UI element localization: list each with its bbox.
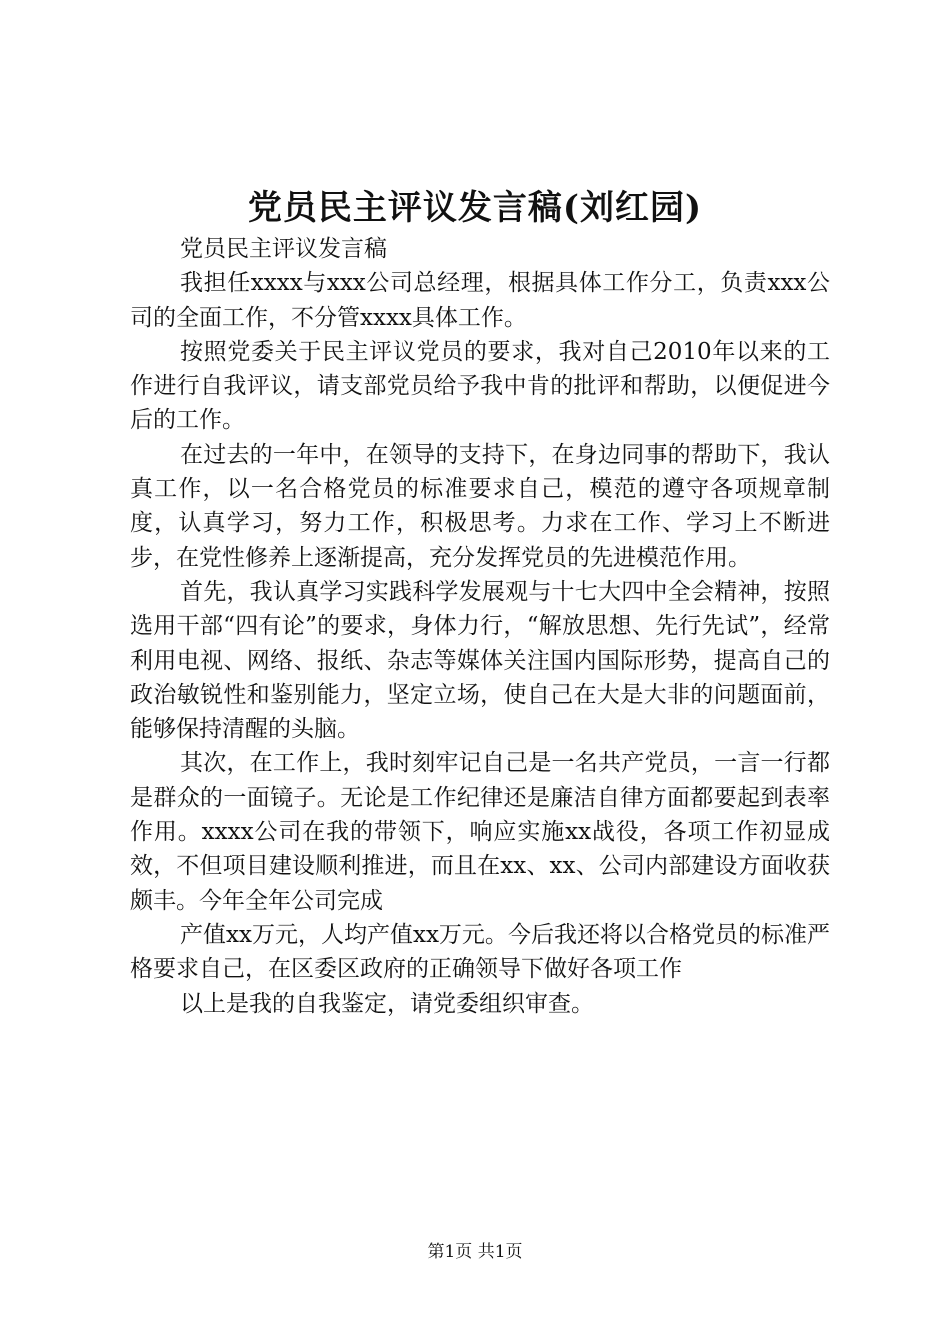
document-body xyxy=(130,232,830,1021)
paragraph-subtitle: 党员民主评议发言稿 xyxy=(180,236,387,262)
page-footer: 第1页 共1页 xyxy=(427,1242,523,1262)
paragraph-output: 产值xx万元，人均产值xx万元。今后我还将以合格党员的标准严格要求自己，在区委区政府的正确领导下做好各项工作 xyxy=(130,921,830,983)
paragraph-first: 首先，我认真学习实践科学发展观与十七大四中全会精神，按照选用干部“四有论”的要求，身体力行，“解放思想、先行先试”，经常利用电视、网络、报纸、杂志等媒体关注国内国际形势，提高自己的政治敏锐性和鉴别能力，坚定立场，使自己在大是大非的问题面前，能够保持清醒的头脑。 xyxy=(130,578,830,743)
paragraph-past-year: 在过去的一年中，在领导的支持下，在身边同事的帮助下，我认真工作，以一名合格党员的标准要求自己，模范的遵守各项规章制度，认真学习，努力工作，积极思考。力求在工作、学习上不断进步，在党性修养上逐渐提高，充分发挥党员的先进模范作用。 xyxy=(130,441,830,571)
paragraph-second: 其次，在工作上，我时刻牢记自己是一名共产党员，一言一行都是群众的一面镜子。无论是工作纪律还是廉洁自律方面都要起到表率作用。xxxx公司在我的带领下，响应实施xx战役，各项工作初显成效，不但项目建设顺利推进，而且在xx、xx、公司内部建设方面收获颇丰。今年全年公司完成 xyxy=(130,750,830,914)
paragraph-closing: 以上是我的自我鉴定，请党委组织审查。 xyxy=(180,990,594,1017)
paragraph-role: 我担任xxxx与xxx公司总经理，根据具体工作分工，负责xxx公司的全面工作，不分管xxxx具体工作。 xyxy=(130,270,830,331)
document-title: 党员民主评议发言稿(刘红园) xyxy=(247,188,703,228)
paragraph-purpose: 按照党委关于民主评议党员的要求，我对自己2010年以来的工作进行自我评议，请支部党员给予我中肯的批评和帮助，以便促进今后的工作。 xyxy=(130,338,830,434)
